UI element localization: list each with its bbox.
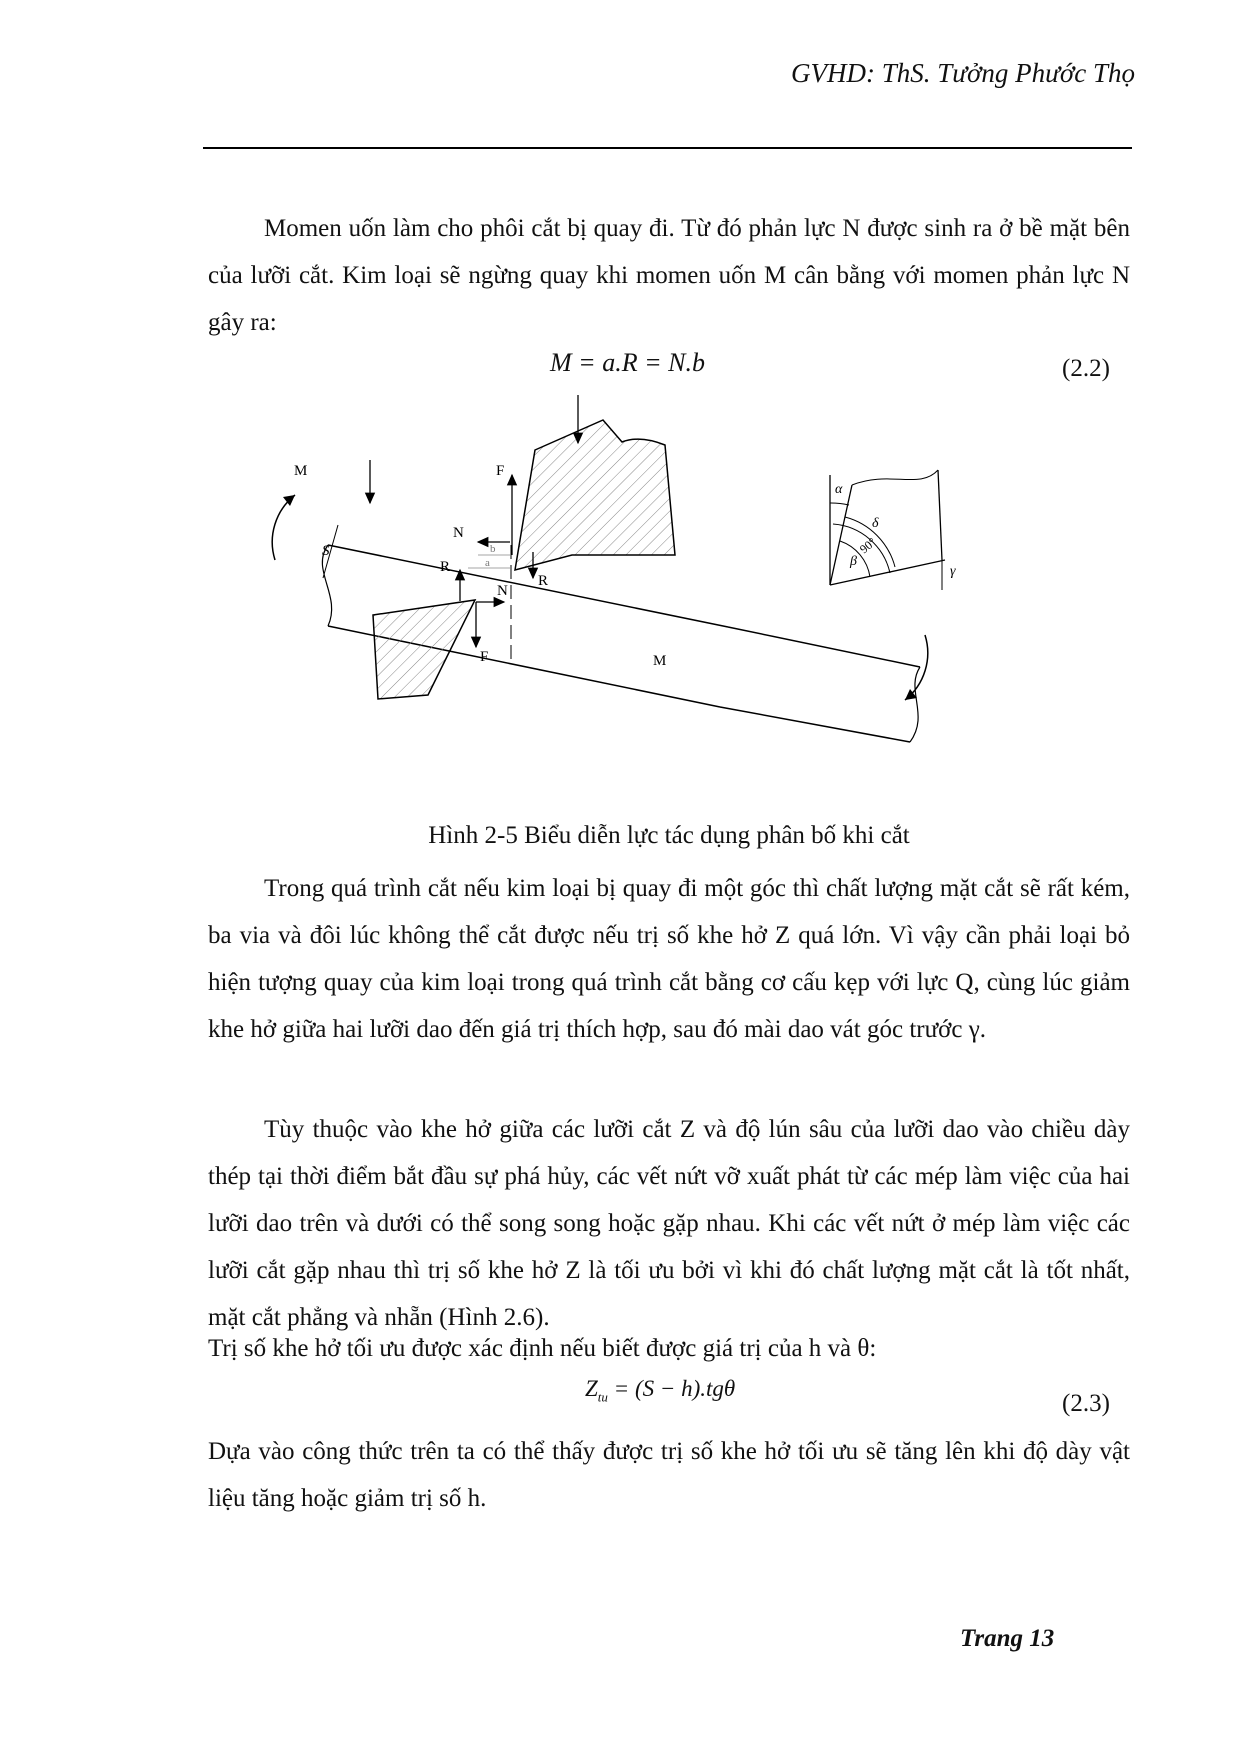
cutting-force-diagram <box>200 395 1110 805</box>
equation-2-3-number: (2.3) <box>1062 1390 1110 1417</box>
paragraph-moment: Momen uốn làm cho phôi cắt bị quay đi. Từ đó phản lực N được sinh ra ở bề mặt bên của lưỡi cắt. Kim loại sẽ ngừng quay khi momen uốn M cân bằng với momen phản lực N gây ra: <box>208 215 1130 336</box>
header-rule <box>203 147 1132 149</box>
label-N-top: N <box>453 525 464 541</box>
paragraph-rotation: Trong quá trình cắt nếu kim loại bị quay đi một góc thì chất lượng mặt cắt sẽ rất kém, ba via và đôi lúc không thể cắt được nếu trị số khe hở Z quá lớn. Vì vậy cần phải loại bỏ hiện tượng quay của kim loại trong quá trình cắt bằng cơ cấu kẹp với lực Q, cùng lúc giảm khe hở giữa hai lưỡi dao đến giá trị thích hợp, sau đó mài dao vát góc trước γ. <box>208 875 1130 1043</box>
label-gamma: γ <box>950 564 956 579</box>
figure-caption: Hình 2-5 Biểu diễn lực tác dụng phân bố khi cắt <box>428 822 910 849</box>
equation-2-3 <box>585 1376 735 1406</box>
label-F-bottom: F <box>480 649 489 665</box>
upper-blade <box>515 420 675 570</box>
blade-angle-detail <box>830 470 945 590</box>
label-b: b <box>490 543 496 555</box>
equation-2-2: M = a.R = N.b <box>550 348 705 377</box>
label-S: S <box>322 543 330 559</box>
label-ninety: 90° <box>856 534 879 557</box>
label-delta: δ <box>872 516 879 531</box>
paragraph-crack: Tùy thuộc vào khe hở giữa các lưỡi cắt Z và độ lún sâu của lưỡi dao vào chiều dày thép tại thời điểm bắt đầu sự phá hủy, các vết nứt vỡ xuất phát từ các mép làm việc của hai lưỡi dao trên và dưới có thể song song hoặc gặp nhau. Khi các vết nứt ở mép làm việc các lưỡi cắt gặp nhau thì trị số khe hở Z là tối ưu bởi vì khi đó chất lượng mặt cắt là tốt nhất, mặt cắt phẳng và nhẵn (Hình 2.6). <box>208 1116 1130 1331</box>
label-M-top: M <box>294 463 308 479</box>
paragraph-optimal-gap: Trị số khe hở tối ưu được xác định nếu biết được giá trị của h và θ: <box>208 1335 877 1362</box>
equation-2-3-lhs: Z <box>585 1376 598 1401</box>
label-F-top: F <box>496 463 505 479</box>
page-header-advisor: GVHD: ThS. Tưởng Phước Thọ <box>790 58 1135 88</box>
label-M-bottom: M <box>653 653 667 669</box>
paragraph-conclusion: Dựa vào công thức trên ta có thể thấy được trị số khe hở tối ưu sẽ tăng lên khi độ dày vật liệu tăng hoặc giảm trị số h. <box>208 1438 1130 1512</box>
label-N-bottom: N <box>497 583 508 599</box>
page-number: Trang 13 <box>960 1625 1055 1652</box>
equation-2-3-subscript: tu <box>597 1389 608 1405</box>
label-beta: β <box>850 554 857 569</box>
moment-M-bottom-arc <box>905 635 928 700</box>
label-R-right: R <box>538 573 549 589</box>
label-a: a <box>485 557 490 569</box>
label-alpha: α <box>835 482 843 497</box>
label-R-left: R <box>440 559 451 575</box>
equation-2-3-rhs: = (S − h).tgθ <box>607 1376 736 1401</box>
lower-blade <box>373 600 475 699</box>
moment-M-top-arc <box>272 495 295 560</box>
equation-2-2-number: (2.2) <box>1062 355 1110 382</box>
